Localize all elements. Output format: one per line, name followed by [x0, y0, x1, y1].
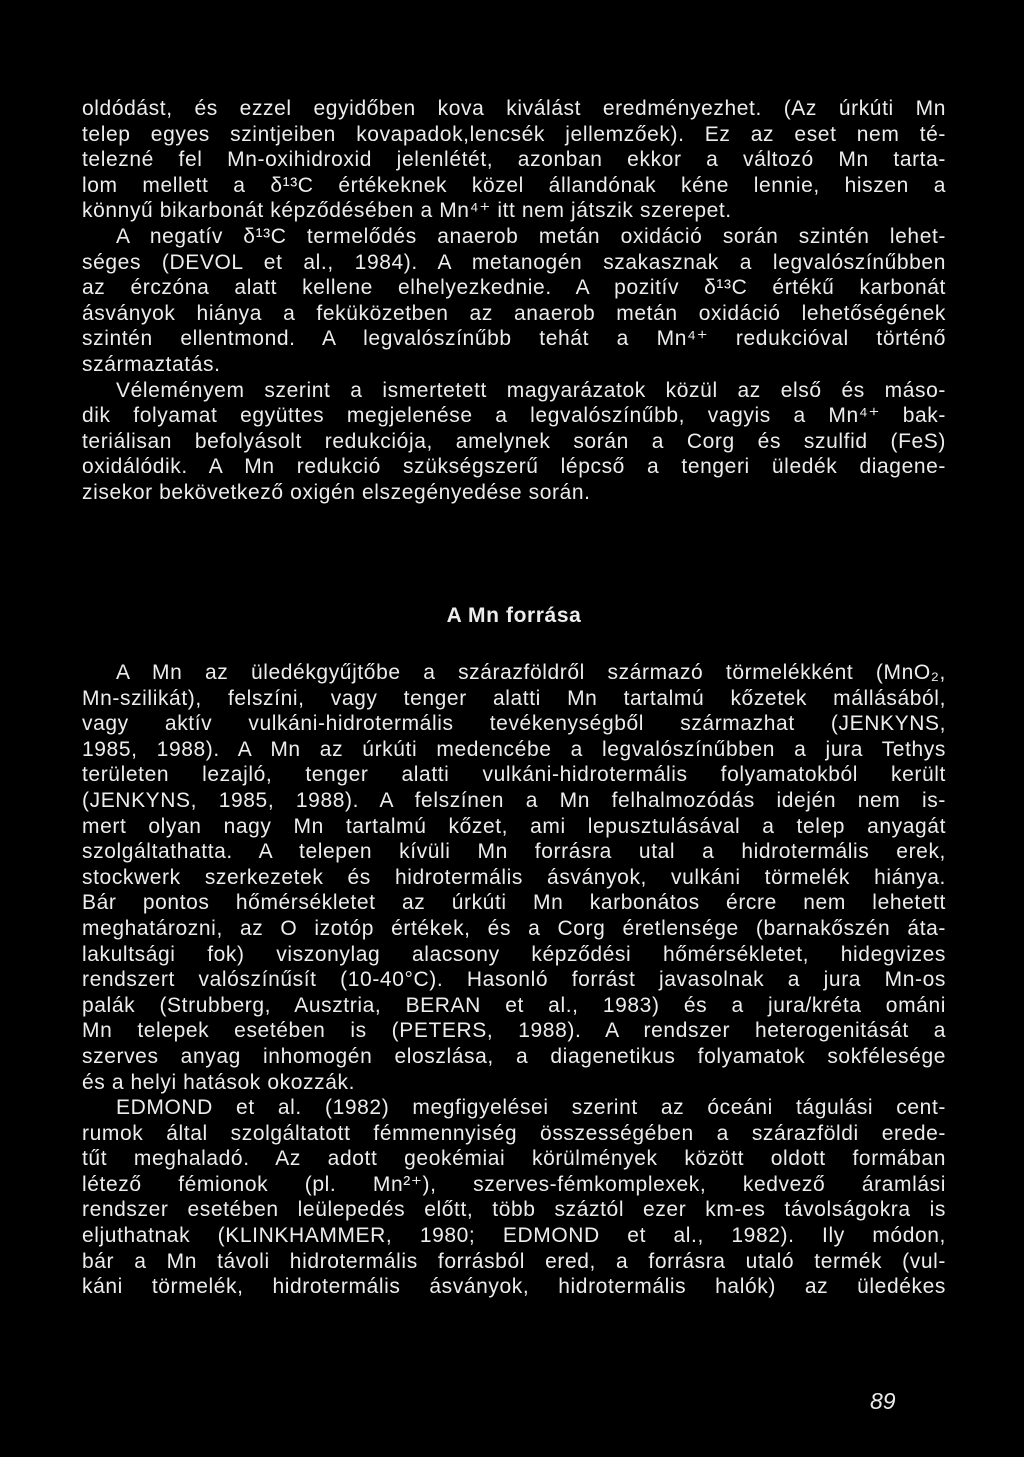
text-line: szintén ellentmond. A legvalószínűbb tehát a Mn⁴⁺ redukcióval történő: [82, 327, 946, 351]
text-line: oxidálódik. A Mn redukció szükségszerű lépcső a tengeri üledék diagene-: [82, 455, 946, 479]
text-line: az érczóna alatt kellene elhelyezkednie. A pozitív δ¹³C értékű karbonát: [82, 276, 946, 300]
paragraph-diagenesis: [82, 96, 946, 506]
page-number: 89: [870, 1388, 896, 1414]
text-line: káni törmelék, hidrotermális ásványok, hidrotermális halók) az üledékes: [82, 1275, 946, 1299]
text-line: létező fémionok (pl. Mn²⁺), szerves-fémkomplexek, kedvező áramlási: [82, 1172, 946, 1196]
text-line: eljuthatnak (KLINKHAMMER, 1980; EDMOND et al., 1982). Ily módon,: [82, 1224, 946, 1248]
text-line: rendszert valószínűsít (10-40°C). Hasonló forrást javasolnak a jura Mn-os: [82, 968, 946, 992]
text-line: dik folyamat együttes megjelenése a legvalószínűbb, vagyis a Mn⁴⁺ bak-: [82, 404, 946, 428]
text-line: Mn-szilikát), felszíni, vagy tenger alatti Mn tartalmú kőzetek mállásából,: [82, 686, 946, 710]
text-line: (JENKYNS, 1985, 1988). A felszínen a Mn felhalmozódás idején nem is-: [82, 788, 946, 812]
text-line: területen lezajló, tenger alatti vulkáni-hidrotermális folyamatokból került: [82, 763, 946, 787]
text-line: és a helyi hatások okozzák.: [82, 1070, 356, 1094]
text-line: telezné fel Mn-oxihidroxid jelenlétét, azonban ekkor a változó Mn tarta-: [82, 148, 946, 172]
text-line: A negatív δ¹³C termelődés anaerob metán oxidáció során szintén lehet-: [116, 224, 946, 248]
paragraph-group-1: [82, 96, 946, 506]
text-line: származtatás.: [82, 352, 221, 376]
text-line: bár a Mn távoli hidrotermális forrásból ered, a forrásra utaló termék (vul-: [82, 1249, 946, 1273]
text-line: ásványok hiánya a feküközetben az anaerob metán oxidáció lehetőségének: [82, 301, 946, 325]
text-line: teriálisan befolyásolt redukciója, amelynek során a Corg és szulfid (FeS): [82, 429, 946, 453]
paragraph-mn-source: [82, 660, 946, 1300]
text-line: séges (DEVOL et al., 1984). A metanogén szakasznak a legvalószínűbben: [82, 250, 946, 274]
text-line: lakultsági fok) viszonylag alacsony képződési hőmérsékletet, hidegvizes: [82, 942, 946, 966]
paragraph-group-2: [82, 660, 946, 1300]
text-line: rendszer esetében leülepedés előtt, több száztól ezer km-es távolságokra is: [82, 1198, 946, 1222]
text-line: Mn telepek esetében is (PETERS, 1988). A rendszer heterogenitását a: [82, 1019, 946, 1043]
text-line: palák (Strubberg, Ausztria, BERAN et al., 1983) és a jura/kréta ománi: [82, 993, 946, 1017]
text-line: oldódást, és ezzel egyidőben kova kiválást eredményezhet. (Az úrkúti Mn: [82, 97, 946, 120]
text-line: Véleményem szerint a ismertetett magyarázatok közül az első és máso-: [116, 378, 946, 402]
text-line: A Mn az üledékgyűjtőbe a szárazföldről származó törmelékként (MnO₂,: [116, 661, 946, 684]
text-line: szolgáltathatta. A telepen kívüli Mn forrásra utal a hidrotermális erek,: [82, 840, 946, 864]
text-line: telep egyes szintjeiben kovapadok,lencsék jellemzőek). Ez az eset nem té-: [82, 122, 946, 146]
text-line: Bár pontos hőmérsékletet az úrkúti Mn karbonátos ércre nem lehetett: [82, 891, 946, 915]
text-line: meghatározni, az O izotóp értékek, és a Corg éretlensége (barnakőszén áta-: [82, 916, 946, 940]
text-line: lom mellett a δ¹³C értékeknek közel állandónak kéne lennie, hiszen a: [82, 173, 946, 197]
text-line: zisekor bekövetkező oxigén elszegényedése során.: [82, 480, 591, 504]
text-line: EDMOND et al. (1982) megfigyelései szerint az óceáni tágulási cent-: [116, 1096, 946, 1120]
text-line: mert olyan nagy Mn tartalmú kőzet, ami lepusztulásával a telep anyagát: [82, 814, 946, 838]
text-line: vagy aktív vulkáni-hidrotermális tevékenységből származhat (JENKYNS,: [82, 712, 946, 736]
text-line: szerves anyag inhomogén eloszlása, a diagenetikus folyamatok sokfélesége: [82, 1044, 946, 1068]
text-line: rumok által szolgáltatott fémmennyiség összességében a szárazföldi erede-: [82, 1121, 946, 1145]
text-line: stockwerk szerkezetek és hidrotermális ásványok, vulkáni törmelék hiánya.: [82, 865, 946, 889]
section-heading: A Mn forrása: [446, 604, 582, 627]
text-line: 1985, 1988). A Mn az úrkúti medencébe a legvalószínűbben a jura Tethys: [82, 737, 946, 761]
text-line: könnyű bikarbonát képződésében a Mn⁴⁺ itt nem játszik szerepet.: [82, 199, 732, 223]
text-line: tűt meghaladó. Az adott geokémiai körülmények között oldott formában: [82, 1147, 946, 1171]
